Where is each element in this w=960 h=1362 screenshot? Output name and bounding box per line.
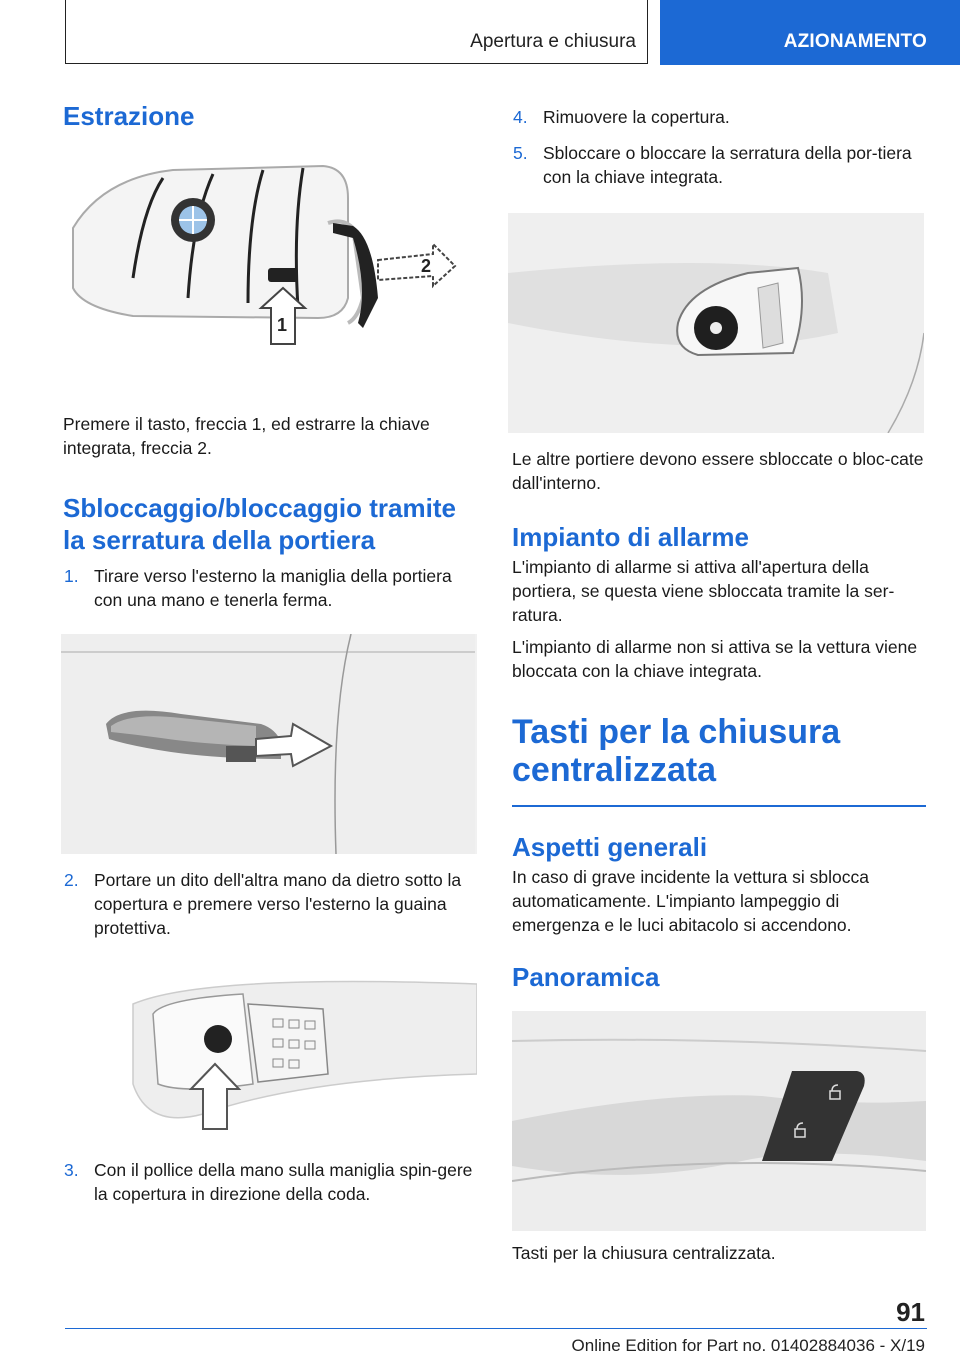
step-number: 1. bbox=[64, 566, 79, 586]
header-chapter-label: AZIONAMENTO bbox=[783, 31, 927, 52]
step-1 bbox=[63, 564, 477, 612]
lock-cylinder bbox=[204, 1025, 232, 1053]
footer-rule bbox=[65, 1328, 927, 1329]
step-4 bbox=[512, 105, 926, 129]
heading-sbloccaggio: Sbloccaggio/bloccaggio tramite la serratura della portiera bbox=[63, 493, 456, 555]
step-2 bbox=[63, 868, 477, 940]
step-5 bbox=[512, 141, 926, 189]
allarme-text-2: L'impianto di allarme non si attiva se la vettura viene bloccata con la chiave integrata. bbox=[512, 637, 918, 681]
step-3 bbox=[63, 1158, 477, 1206]
estrazione-text: Premere il tasto, freccia 1, ed estrarre la chiave integrata, freccia 2. bbox=[63, 414, 430, 458]
arrow-2-label: 2 bbox=[421, 256, 432, 276]
figure-door-handle bbox=[61, 634, 477, 854]
altre-portiere-text: Le altre portiere devono essere sbloccate o bloc-cate dall'interno. bbox=[512, 449, 924, 493]
arrow-2-icon bbox=[378, 244, 455, 286]
page-number: 91 bbox=[896, 1297, 925, 1327]
step-number: 2. bbox=[64, 870, 79, 890]
footer-edition: Online Edition for Part no. 01402884036 - X/19 bbox=[571, 1336, 925, 1355]
step-number: 5. bbox=[513, 143, 528, 163]
figure-key-extraction bbox=[63, 148, 477, 348]
step-text: Con il pollice della mano sulla maniglia spin-gere la copertura in direzione della coda. bbox=[94, 1160, 473, 1204]
figure-central-locking-buttons bbox=[512, 1011, 926, 1231]
heading-estrazione: Estrazione bbox=[63, 101, 195, 131]
section-rule bbox=[512, 805, 926, 807]
header-section-title: Apertura e chiusura bbox=[470, 31, 636, 52]
heading-impianto-allarme: Impianto di allarme bbox=[512, 522, 749, 552]
key-fob-illustration bbox=[63, 148, 477, 348]
step-text: Portare un dito dell'altra mano da dietro sotto la copertura e premere verso l'esterno la guaina protettiva. bbox=[94, 870, 462, 938]
header-chapter-tab bbox=[660, 0, 960, 65]
right-column bbox=[512, 100, 926, 1265]
step-text: Sbloccare o bloccare la serratura della por-tiera con la chiave integrata. bbox=[543, 143, 912, 187]
step-number: 3. bbox=[64, 1160, 79, 1180]
allarme-text-1: L'impianto di allarme si attiva all'apertura della portiera, se questa viene sbloccata tramite la ser-ratura. bbox=[512, 557, 895, 625]
release-button bbox=[268, 268, 298, 282]
figure-lock-cover bbox=[63, 964, 477, 1132]
figure-caption: Tasti per la chiusura centralizzata. bbox=[512, 1242, 776, 1263]
aspetti-text: In caso di grave incidente la vettura si sblocca automaticamente. L'impianto lampeggio di emergenza e le luci abitacolo si accendono. bbox=[512, 866, 869, 935]
heading-panoramica: Panoramica bbox=[512, 961, 660, 992]
figure-door-lock bbox=[508, 213, 924, 433]
heading-tasti-chiusura: Tasti per la chiusura centralizzata bbox=[512, 713, 841, 789]
step-number: 4. bbox=[513, 107, 528, 127]
step-text: Rimuovere la copertura. bbox=[543, 107, 730, 127]
step-text: Tirare verso l'esterno la maniglia della portiera con una mano e tenerla ferma. bbox=[94, 566, 452, 610]
protective-sleeve bbox=[248, 1004, 328, 1082]
left-column bbox=[63, 100, 477, 1206]
arrow-1-label: 1 bbox=[277, 315, 288, 335]
heading-aspetti-generali: Aspetti generali bbox=[512, 831, 708, 862]
